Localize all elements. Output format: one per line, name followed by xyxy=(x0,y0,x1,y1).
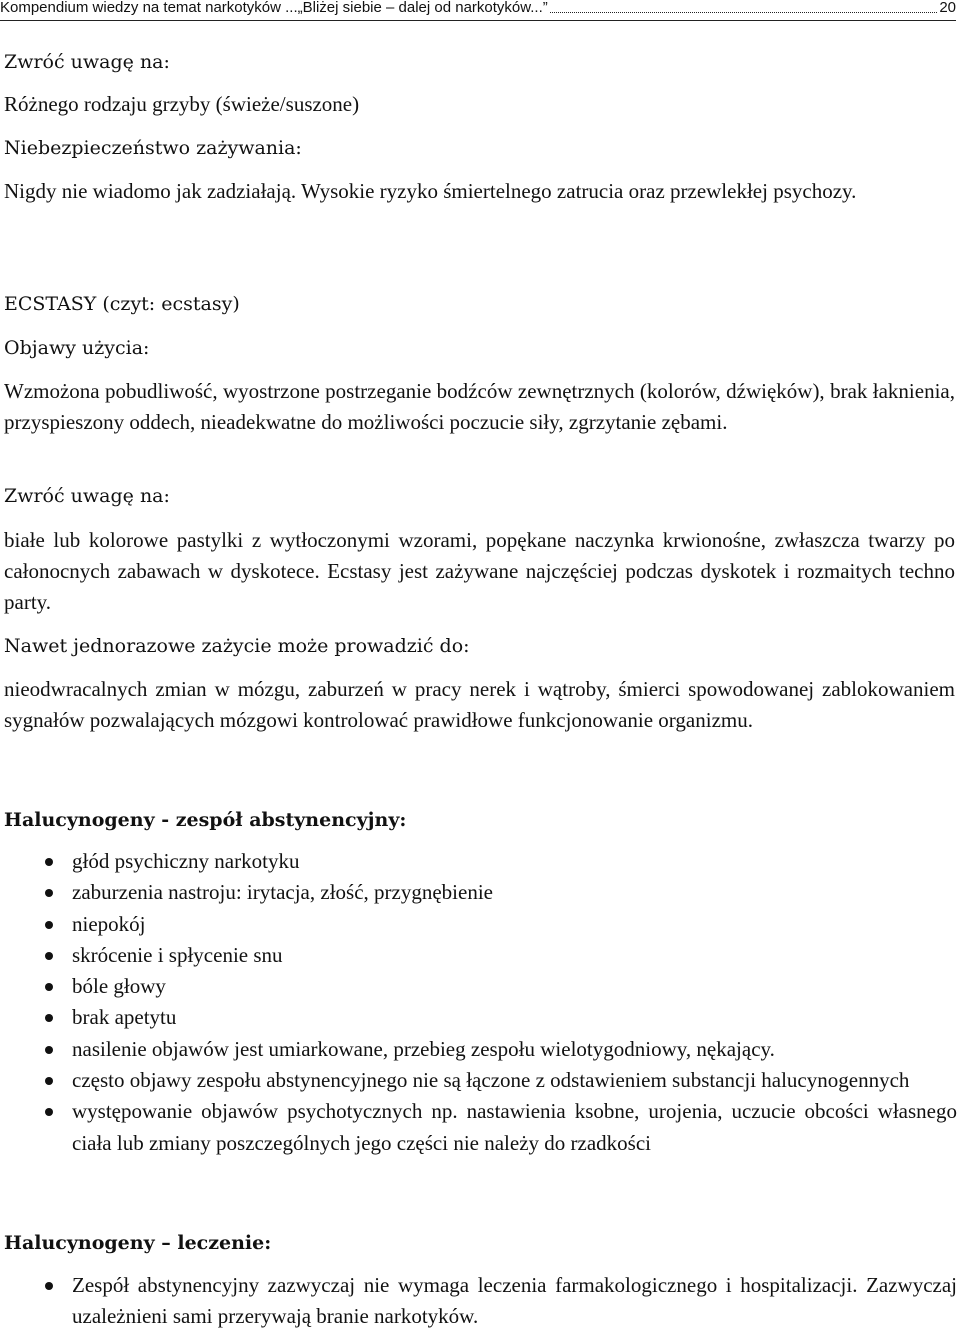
bullet-icon xyxy=(45,1108,53,1116)
treatment-heading: Halucynogeny – leczenie: xyxy=(4,1232,272,1254)
attention-text: Różnego rodzaju grzyby (świeże/suszone) xyxy=(4,92,360,116)
list-item: niepokój xyxy=(0,909,957,940)
single-use-heading: Nawet jednorazowe zażycie może prowadzić do: xyxy=(4,635,470,657)
ecstasy-symptoms xyxy=(4,334,955,362)
ecstasy-attention xyxy=(4,482,955,510)
danger-text: Nigdy nie wiadomo jak zadziałają. Wysokie ryzyko śmiertelnego zatrucia oraz przewlekłej psychozy. xyxy=(4,179,857,203)
list-item: brak apetytu xyxy=(0,1002,957,1033)
list-item: Zespół abstynencyjny zazwyczaj nie wymaga leczenia farmakologicznego i hospitalizacji. Zazwyczaj uzależnieni sami przerywają branie narkotyków. xyxy=(0,1270,957,1333)
ecstasy-symptoms-text-block xyxy=(4,376,955,438)
ecstasy-attention-text-block xyxy=(4,525,955,618)
list-item: bóle głowy xyxy=(0,971,957,1002)
attention-heading: Zwróć uwagę na: xyxy=(4,485,170,507)
bullet-icon xyxy=(45,983,53,991)
bullet-icon xyxy=(45,1282,53,1290)
ecstasy-single-use xyxy=(4,632,955,660)
mushrooms-attention-text-block xyxy=(4,89,955,120)
single-use-text: nieodwracalnych zmian w mózgu, zaburzeń w pracy nerek i wątroby, śmierci spowodowanej zablokowaniem sygnałów pozwalających mózgowi kontrolować prawidłowe funkcjonowanie organizmu. xyxy=(4,677,955,732)
list-item: zaburzenia nastroju: irytacja, złość, przygnębienie xyxy=(0,877,957,908)
header-rule xyxy=(0,20,956,21)
mushrooms-danger xyxy=(4,134,955,162)
list-item: skrócenie i spłycenie snu xyxy=(0,940,957,971)
symptoms-text: Wzmożona pobudliwość, wyostrzone postrzeganie bodźców zewnętrznych (kolorów, dźwięków), brak łaknienia, przyspieszony oddech, nieadekwatne do możliwości poczucie siły, zgrzytanie zębami. xyxy=(4,379,955,434)
bullet-icon xyxy=(45,858,53,866)
running-header xyxy=(0,0,956,16)
attention-text: białe lub kolorowe pastylki z wytłoczonymi wzorami, popękane naczynka krwionośne, zwłaszcza twarzy po całonocnych zabawach w dyskotece. Ecstasy jest zażywane najczęściej podczas dyskotek i rozmaitych techno party. xyxy=(4,528,955,614)
ecstasy-single-use-text-block xyxy=(4,674,955,736)
attention-heading: Zwróć uwagę na: xyxy=(4,51,170,73)
section-title: ECSTASY (czyt: ecstasy) xyxy=(4,293,240,315)
bullet-icon xyxy=(45,1046,53,1054)
symptoms-heading: Objawy użycia: xyxy=(4,337,150,359)
mushrooms-attention xyxy=(4,48,955,76)
withdrawal-list xyxy=(0,846,957,1159)
list-item: występowanie objawów psychotycznych np. nastawienia ksobne, urojenia, uczucie obcości własnego ciała lub zmiany poszczególnych jego części nie należy do rzadkości xyxy=(0,1096,957,1159)
list-item: często objawy zespołu abstynencyjnego nie są łączone z odstawieniem substancji halucynogennych xyxy=(0,1065,957,1096)
ecstasy-title-block xyxy=(4,290,955,318)
bullet-icon xyxy=(45,889,53,897)
bullet-icon xyxy=(45,1077,53,1085)
header-dot-leader xyxy=(550,11,938,13)
list-item: głód psychiczny narkotyku xyxy=(0,846,957,877)
header-title: Kompendium wiedzy na temat narkotyków ...„Bliżej siebie – dalej od narkotyków...” xyxy=(0,0,548,16)
bullet-icon xyxy=(45,952,53,960)
danger-heading: Niebezpieczeństwo zażywania: xyxy=(4,137,302,159)
withdrawal-heading: Halucynogeny - zespół abstynencyjny: xyxy=(4,809,407,831)
page-number: 20 xyxy=(939,0,956,16)
bullet-icon xyxy=(45,1014,53,1022)
treatment-heading-block xyxy=(4,1229,955,1257)
treatment-list xyxy=(0,1270,957,1333)
list-item: nasilenie objawów jest umiarkowane, przebieg zespołu wielotygodniowy, nękający. xyxy=(0,1034,957,1065)
withdrawal-heading-block xyxy=(4,806,955,834)
mushrooms-danger-text-block xyxy=(4,176,955,207)
bullet-icon xyxy=(45,921,53,929)
